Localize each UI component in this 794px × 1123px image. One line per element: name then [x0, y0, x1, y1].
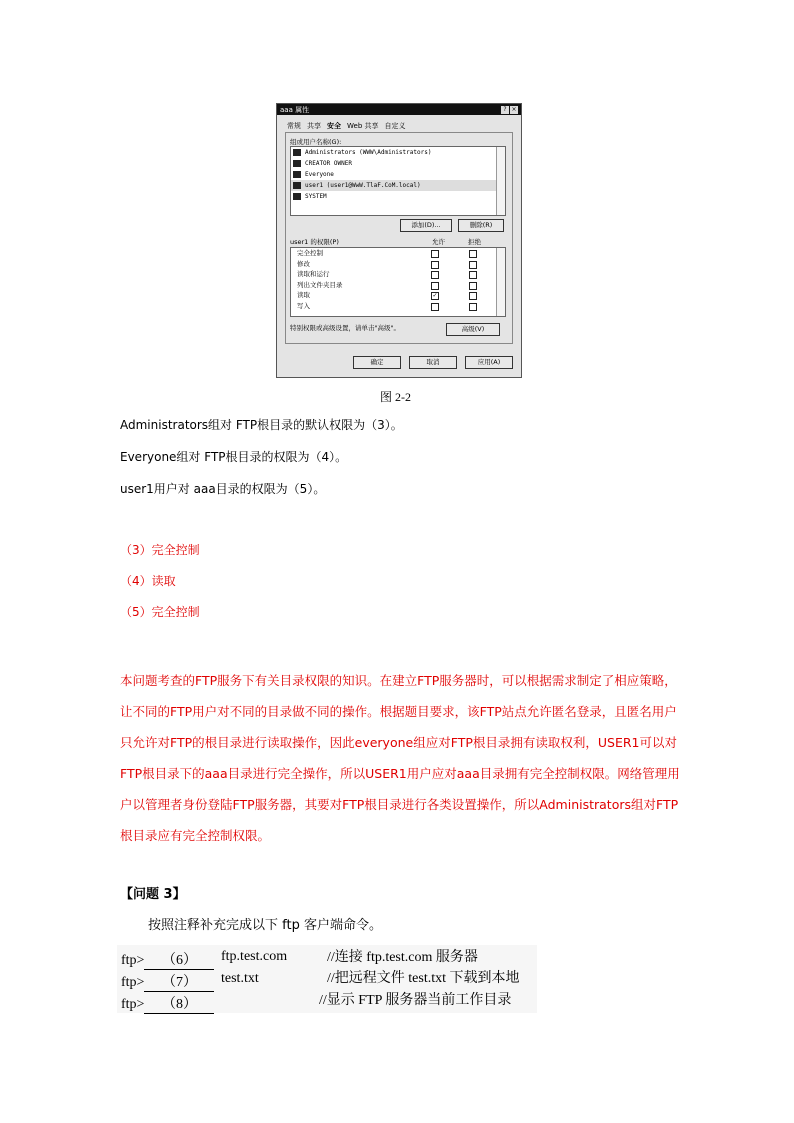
command-comment: //连接 ftp.test.com 服务器 [327, 950, 478, 965]
command-row [121, 993, 214, 1014]
user-list[interactable] [290, 146, 506, 216]
prompt: ftp> [121, 997, 145, 1012]
command-arg: ftp.test.com [221, 949, 288, 964]
blank: （6） [144, 949, 214, 970]
section-heading: 【问题 3】 [120, 887, 186, 902]
vertical-scrollbar[interactable] [496, 147, 505, 215]
permission-row [291, 301, 505, 312]
blank: （7） [144, 971, 214, 992]
command-comment: //把远程文件 test.txt 下载到本地 [327, 971, 520, 986]
allow-checkbox[interactable] [431, 261, 439, 269]
group-icon [293, 160, 301, 167]
dialog-title: aaa 属性 [280, 105, 310, 114]
cancel-button[interactable]: 取消 [409, 356, 457, 369]
permission-row [291, 280, 505, 291]
allow-checkbox[interactable] [431, 303, 439, 311]
figure-caption: 图 2-2 [380, 390, 411, 404]
command-row [121, 949, 214, 970]
user-name: Everyone [305, 171, 334, 178]
command-comment: //显示 FTP 服务器当前工作目录 [319, 993, 512, 1008]
deny-checkbox[interactable] [469, 250, 477, 258]
answer-4: （4）读取 [120, 574, 176, 588]
user-name: Administrators (WWW\Administrators) [305, 149, 432, 156]
advanced-button[interactable]: 高级(V) [446, 323, 500, 336]
permission-row [291, 259, 505, 270]
properties-dialog [276, 103, 522, 378]
close-button[interactable]: × [511, 106, 517, 113]
question-3: Administrators组对 FTP根目录的默认权限为（3）。 [120, 418, 403, 432]
deny-checkbox[interactable] [469, 271, 477, 279]
advanced-hint: 特别权限或高级设置，请单击"高级"。 [290, 324, 400, 332]
add-button[interactable]: 添加(D)... [400, 219, 452, 232]
tab-web-sharing[interactable]: Web 共享 [347, 122, 379, 130]
tab-general[interactable]: 常规 [287, 122, 301, 130]
tab-sharing[interactable]: 共享 [307, 122, 321, 130]
list-item[interactable] [291, 147, 505, 158]
permission-name: 列出文件夹目录 [297, 280, 343, 289]
user-name: SYSTEM [305, 193, 327, 200]
list-item[interactable] [291, 191, 505, 202]
permissions-label: user1 的权限(P) [290, 238, 339, 246]
analysis-paragraph: 本问题考查的FTP服务下有关目录权限的知识。在建立FTP服务器时，可以根据需求制定了相应策略，让不同的FTP用户对不同的目录做不同的操作。根据题目要求，该FTP站点允许匿名登录，且匿名用户只允许对FTP的根目录进行读取操作，因此everyone组应对FTP根目录拥有读取权利，USER1可以对FTP根目录下的aaa目录进行完全操作，所以USER1用户应对aaa目录拥有完全控制权限。网络管理用户以管理者身份登陆FTP服务器，其要对FTP根目录进行各类设置操作，所以Administrators组对FTP根目录应有完全控制权限。 [120, 673, 680, 843]
user-name: user1 (user1@WwW.TlaF.CoM.local) [305, 182, 421, 189]
instruction: 按照注释补充完成以下 ftp 客户端命令。 [148, 918, 382, 933]
security-panel [285, 132, 513, 344]
tab-custom[interactable]: 自定义 [384, 122, 406, 130]
command-row [121, 971, 214, 992]
tab-security[interactable]: 安全 [327, 122, 341, 130]
ok-button[interactable]: 确定 [353, 356, 401, 369]
permission-name: 完全控制 [297, 249, 323, 257]
permission-name: 写入 [297, 301, 310, 310]
blank: （8） [144, 993, 214, 1014]
permission-row [291, 269, 505, 280]
names-label: 组或用户名称(G): [290, 138, 342, 146]
command-arg: test.txt [221, 971, 259, 986]
user-name: CREATOR OWNER [305, 160, 352, 167]
remove-button[interactable]: 删除(R) [458, 219, 504, 232]
allow-checkbox[interactable] [431, 271, 439, 279]
answer-5: （5）完全控制 [120, 605, 200, 619]
vertical-scrollbar[interactable] [496, 248, 505, 316]
permission-name: 读取 [297, 291, 310, 299]
group-icon [293, 171, 301, 178]
prompt: ftp> [121, 975, 145, 990]
deny-checkbox[interactable] [469, 292, 477, 300]
permission-row [291, 290, 505, 301]
permission-name: 修改 [297, 259, 310, 268]
answer-3: （3）完全控制 [120, 543, 200, 557]
user-icon [293, 182, 301, 189]
user-icon [293, 193, 301, 200]
permission-name: 读取和运行 [297, 270, 330, 278]
allow-checkbox[interactable] [431, 282, 439, 290]
allow-header: 允许 [432, 238, 445, 246]
list-item[interactable] [291, 169, 505, 180]
deny-header: 拒绝 [468, 238, 481, 246]
deny-checkbox[interactable] [469, 282, 477, 290]
question-5: user1用户对 aaa目录的权限为（5）。 [120, 482, 326, 496]
apply-button[interactable]: 应用(A) [465, 356, 513, 369]
group-icon [293, 149, 301, 156]
deny-checkbox[interactable] [469, 261, 477, 269]
prompt: ftp> [121, 953, 145, 968]
allow-checkbox[interactable] [431, 250, 439, 258]
allow-checkbox[interactable]: ✓ [432, 292, 438, 299]
ftp-commands-figure [117, 945, 537, 1013]
question-4: Everyone组对 FTP根目录的权限为（4）。 [120, 450, 348, 464]
permissions-list [290, 247, 506, 317]
list-item[interactable] [291, 180, 505, 191]
dialog-titlebar [277, 104, 521, 115]
permission-row [291, 248, 505, 259]
deny-checkbox[interactable] [469, 303, 477, 311]
dialog-tabs [277, 115, 521, 131]
help-button[interactable]: ? [501, 106, 509, 114]
list-item[interactable] [291, 158, 505, 169]
